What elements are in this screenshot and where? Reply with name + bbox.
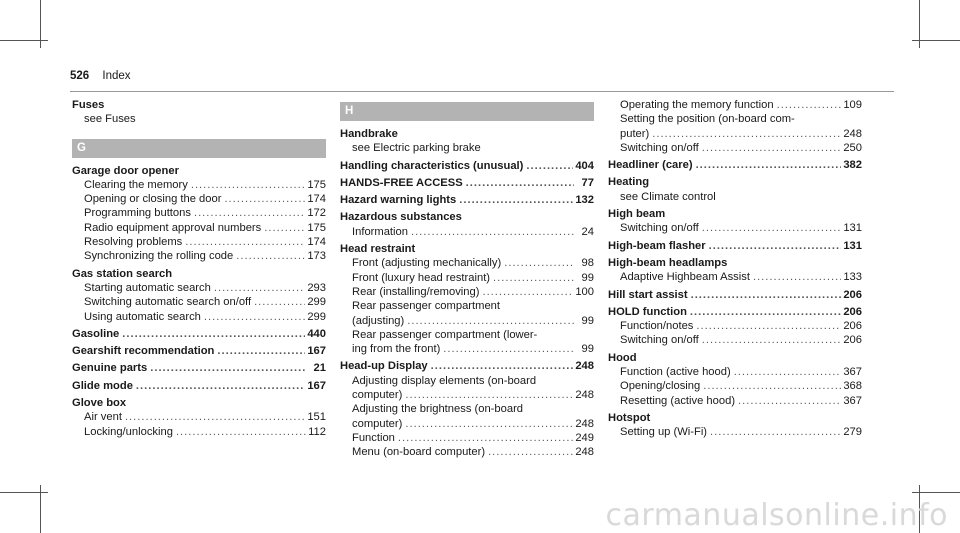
entry-label: (adjusting) [352,314,405,327]
index-subentry [340,299,594,313]
dot-leader [125,410,305,424]
index-entry [340,359,594,373]
page-reference[interactable]: 77 [581,176,594,189]
index-subentry [72,249,326,263]
entry-label: Function (active hood) [620,366,731,379]
index-subentry [608,141,862,155]
index-subentry [608,190,862,204]
index-entry [340,193,594,207]
dot-leader [407,314,574,328]
index-subentry [72,221,326,235]
page-reference[interactable]: 404 [575,159,594,172]
page-reference[interactable]: 367 [843,394,862,407]
index-subentry [72,425,326,439]
entry-label: High-beam headlamps [608,256,728,269]
dot-leader [709,239,842,253]
index-entry [608,175,862,189]
dot-leader [405,417,573,431]
entry-label: Rear (installing/removing) [352,285,480,298]
page-reference[interactable]: 175 [307,178,326,191]
page-reference[interactable]: 24 [581,225,594,238]
dot-leader [493,271,574,285]
entry-label: ing from the front) [352,343,441,356]
entry-label: High beam [608,208,666,221]
index-entry [72,98,326,112]
entry-label: HANDS-FREE ACCESS [340,176,463,189]
page-reference[interactable]: 440 [307,327,326,340]
dot-leader [753,270,841,284]
page-reference[interactable]: 151 [307,411,326,424]
dot-leader [777,98,842,112]
index-subentry [340,431,594,445]
entry-label: Starting automatic search [84,281,211,294]
dot-leader [176,425,306,439]
page-reference[interactable]: 131 [843,222,862,235]
index-subentry [340,256,594,270]
page-reference[interactable]: 174 [307,193,326,206]
dot-leader [204,310,305,324]
index-subentry [608,127,862,141]
index-entry [72,267,326,281]
entry-label: see Climate control [620,190,716,203]
index-entry [72,379,326,393]
index-column-2 [340,98,594,460]
index-subentry [72,192,326,206]
page-reference[interactable]: 109 [843,99,862,111]
index-entry [72,361,326,375]
dot-leader [191,178,305,192]
index-entry [72,396,326,410]
page-reference[interactable]: 382 [843,159,862,172]
index-subentry [340,445,594,459]
index-entry [72,327,326,341]
entry-label: Information [352,225,408,238]
page-reference[interactable]: 132 [575,194,594,207]
page-reference[interactable]: 174 [307,236,326,249]
index-entry [608,288,862,302]
index-subentry [608,98,862,112]
index-entry [72,164,326,178]
page-reference[interactable]: 100 [575,285,594,298]
index-entry [72,344,326,358]
crop-mark [0,492,48,493]
entry-label: Gasoline [72,327,120,340]
index-subentry [72,178,326,192]
dot-leader [702,333,842,347]
entry-label: Garage door opener [72,164,179,177]
entry-label: Gas station search [72,267,173,280]
entry-label: Radio equipment approval numbers [84,221,262,234]
index-subentry [608,221,862,235]
index-entry [340,242,594,256]
entry-label: Front (adjusting mechanically) [352,257,502,270]
page-reference[interactable]: 299 [307,296,326,309]
dot-leader [214,281,305,295]
index-subentry [340,402,594,416]
entry-label: Clearing the memory [84,178,188,191]
entry-label: Resetting (active hood) [620,394,736,407]
entry-label: Resolving problems [84,236,183,249]
dot-leader [398,431,573,445]
entry-label: Front (luxury head restraint) [352,271,491,284]
dot-leader [652,127,841,141]
section-title: Index [102,70,131,82]
index-entry [608,305,862,319]
entry-label: Handbrake [340,128,398,140]
page-reference[interactable]: 99 [581,314,594,327]
index-subentry [340,314,594,328]
page-reference[interactable]: 248 [575,360,594,373]
crop-mark [0,40,48,41]
page-reference[interactable]: 299 [307,310,326,323]
entry-label: Headliner (care) [608,159,693,172]
dot-leader [459,193,573,207]
crop-mark [912,492,960,493]
entry-label: Adaptive Highbeam Assist [620,271,750,284]
dot-leader [185,235,305,249]
letter-section-bar: H [340,102,594,121]
index-entry [340,127,594,141]
dot-leader [150,361,306,375]
entry-label: Setting up (Wi-Fi) [620,426,708,439]
page-number: 526 [70,70,90,82]
index-subentry [608,379,862,393]
page-reference[interactable]: 131 [843,239,862,252]
index-subentry [72,310,326,324]
page-reference[interactable]: 167 [307,379,326,392]
dot-leader [443,342,574,356]
dot-leader [217,344,305,358]
dot-leader [738,394,841,408]
dot-leader [696,319,841,333]
index-subentry [340,374,594,388]
page-reference[interactable]: 206 [843,320,862,333]
page-reference[interactable]: 248 [575,446,594,459]
dot-leader [122,327,305,341]
entry-label: Function [352,431,395,444]
index-subentry [340,141,594,155]
dot-leader [504,256,574,270]
entry-label: Synchronizing the rolling code [84,250,234,263]
entry-label: see Fuses [84,113,136,126]
dot-leader [482,285,573,299]
index-subentry [340,285,594,299]
entry-label: Head restraint [340,243,416,256]
dot-leader [224,192,305,206]
entry-label: Switching on/off [620,141,699,154]
page-reference[interactable]: 279 [843,426,862,439]
page-reference[interactable]: 250 [843,141,862,154]
index-subentry [608,365,862,379]
entry-label: Fuses [72,99,105,111]
page-reference[interactable]: 167 [307,345,326,358]
entry-label: Gearshift recommendation [72,345,215,358]
index-entry [340,210,594,224]
index-subentry [608,425,862,439]
page-reference[interactable]: 172 [307,207,326,220]
index-subentry [340,271,594,285]
entry-label: Hazard warning lights [340,194,457,207]
entry-label: Function/notes [620,320,694,333]
entry-label: Menu (on-board computer) [352,446,486,459]
entry-label: HOLD function [608,305,687,318]
entry-label: computer) [352,417,403,430]
entry-label: Adjusting display elements (on-board [352,374,537,387]
index-column-3 [608,98,862,440]
entry-label: Opening/closing [620,380,701,393]
dot-leader [702,221,842,235]
index-subentry [72,112,326,126]
index-entry [608,411,862,425]
page-reference[interactable]: 248 [575,417,594,430]
entry-label: High-beam flasher [608,239,706,252]
dot-leader [236,249,305,263]
entry-label: Glove box [72,397,127,410]
entry-label: computer) [352,389,403,402]
entry-label: Locking/unlocking [84,425,173,438]
page-reference[interactable]: 249 [575,431,594,444]
dot-leader [264,221,305,235]
entry-label: see Electric parking brake [352,142,481,155]
entry-label: Switching automatic search on/off [84,296,252,309]
dot-leader [488,445,573,459]
entry-label: Hotspot [608,411,651,424]
page-reference[interactable]: 112 [308,425,326,438]
index-entry [608,239,862,253]
index-subentry [340,388,594,402]
page-reference[interactable]: 173 [307,250,326,263]
dot-leader [690,305,841,319]
index-subentry [608,394,862,408]
page-reference[interactable]: 175 [307,221,326,234]
page-reference[interactable]: 293 [307,281,326,294]
index-subentry [72,206,326,220]
dot-leader [136,379,305,393]
entry-label: Hazardous substances [340,211,462,224]
index-entry [608,207,862,221]
entry-label: Opening or closing the door [84,193,222,206]
entry-label: Using automatic search [84,310,201,323]
page-reference[interactable]: 206 [843,288,862,301]
crop-mark [912,40,960,41]
header-rule [70,91,894,92]
index-subentry [340,225,594,239]
entry-label: Head-up Display [340,360,428,373]
dot-leader [702,141,842,155]
index-entry [340,176,594,190]
dot-leader [691,288,842,302]
index-entry [340,159,594,173]
page-reference[interactable]: 248 [843,127,862,140]
entry-label: Programming buttons [84,207,191,220]
entry-label: Switching on/off [620,334,699,347]
page-reference[interactable]: 206 [843,305,862,318]
entry-label: Hill start assist [608,288,688,301]
page-reference[interactable]: 99 [581,343,594,356]
dot-leader [405,388,573,402]
letter-section-bar: G [72,139,326,158]
entry-label: Operating the memory function [620,99,774,111]
index-entry [608,158,862,172]
index-subentry [340,342,594,356]
index-entry [608,256,862,270]
entry-label: Rear passenger compartment (lower- [352,328,538,341]
dot-leader [703,379,841,393]
entry-label: Hood [608,351,637,364]
entry-label: puter) [620,127,650,140]
entry-label: Heating [608,176,650,189]
dot-leader [254,295,305,309]
entry-label: Handling characteristics (unusual) [340,159,524,172]
index-column-1 [72,98,326,439]
entry-label: Air vent [84,411,122,424]
page-reference[interactable]: 368 [843,380,862,393]
index-subentry [72,281,326,295]
index-subentry [608,319,862,333]
page-reference[interactable]: 99 [581,271,594,284]
dot-leader [194,206,305,220]
page-reference[interactable]: 206 [843,334,862,347]
entry-label: Glide mode [72,379,133,392]
page-header [70,70,131,82]
page-reference[interactable]: 98 [581,257,594,270]
entry-label: Genuine parts [72,362,148,375]
entry-label: Setting the position (on-board com- [620,113,795,126]
entry-label: Adjusting the brightness (on-board [352,403,524,416]
dot-leader [466,176,574,190]
index-subentry [608,333,862,347]
page-reference[interactable]: 21 [313,362,326,375]
dot-leader [734,365,842,379]
index-subentry [72,295,326,309]
page-reference[interactable]: 367 [843,366,862,379]
index-entry [608,351,862,365]
index-subentry [72,235,326,249]
watermark-text: carmanualsonline.info [605,498,948,533]
entry-label: Switching on/off [620,222,699,235]
entry-label: Rear passenger compartment [352,300,500,313]
page-reference[interactable]: 133 [843,271,862,284]
dot-leader [526,159,573,173]
dot-leader [411,225,574,239]
index-subentry [608,112,862,126]
dot-leader [710,425,841,439]
dot-leader [431,359,574,373]
index-subentry [608,270,862,284]
index-subentry [72,410,326,424]
page-reference[interactable]: 248 [575,389,594,402]
index-subentry [340,328,594,342]
index-subentry [340,417,594,431]
dot-leader [696,158,842,172]
